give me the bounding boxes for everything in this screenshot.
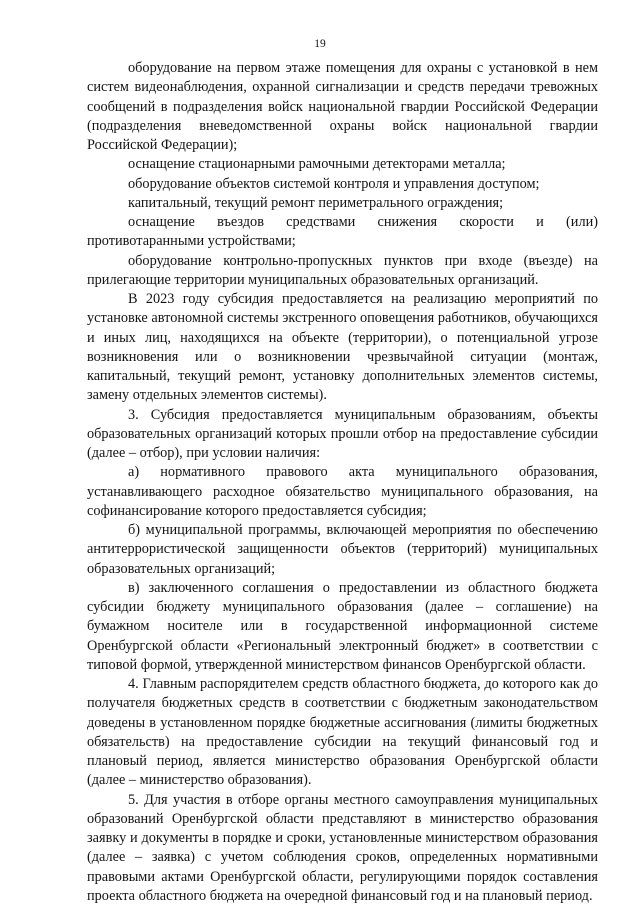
paragraph-clause-3b: б) муниципальной программы, включающей мероприятия по обеспечению антитеррористической защищенности объектов (территорий) муниципальных образовательных организаций; xyxy=(87,521,598,579)
paragraph-2023-subsidy: В 2023 году субсидия предоставляется на реализацию мероприятий по установке автономной системы экстренного оповещения работников, обучающихся и иных лиц, находящихся на объекте (территории), о потенциальной угрозе возникновения или о возникновении чрезвычайной ситуации (монтаж, капитальный, текущий ремонт, установку дополнительных элементов системы, замену отдельных элементов системы). xyxy=(87,290,598,406)
paragraph-clause-3: 3. Субсидия предоставляется муниципальным образованиям, объекты образовательных организаций которых прошли отбор на предоставление субсидии (далее – отбор), при условии наличия: xyxy=(87,406,598,464)
paragraph-metal-detectors: оснащение стационарными рамочными детекторами металла; xyxy=(87,155,598,174)
page-number: 19 xyxy=(0,37,640,51)
paragraph-clause-4: 4. Главным распорядителем средств областного бюджета, до которого как до получателя бюджетных средств в соответствии с бюджетным законодательством доведены в установленном порядке бюджетные ассигнования (лимиты бюджетных обязательств) на предоставление субсидии на текущий финансовый год и плановый период, является министерство образования Оренбургской области (далее – министерство образования). xyxy=(87,675,598,791)
paragraph-equipment-security: оборудование на первом этаже помещения для охраны с установкой в нем систем видеонаблюдения, охранной сигнализации и средств передачи тревожных сообщений в подразделения войск национальной гвардии Российской Федерации (подразделения вневедомственной охраны войск национальной гвардии Российской Федерации); xyxy=(87,59,598,155)
paragraph-access-control: оборудование объектов системой контроля и управления доступом; xyxy=(87,175,598,194)
paragraph-entry-devices: оснащение въездов средствами снижения скорости и (или) противотаранными устройствами; xyxy=(87,213,598,252)
paragraph-clause-5: 5. Для участия в отборе органы местного самоуправления муниципальных образований Оренбургской области представляют в министерство образования заявку и документы в порядке и сроки, установленные министерством образования (далее – заявка) с учетом соблюдения сроков, определенных нормативными правовыми актами Оренбургской области, регулирующими порядок составления проекта областного бюджета на очередной финансовый год и на плановый период. xyxy=(87,791,598,906)
paragraph-fence-repair: капитальный, текущий ремонт периметрального ограждения; xyxy=(87,194,598,213)
paragraph-clause-3c: в) заключенного соглашения о предоставлении из областного бюджета субсидии бюджету муниципального образования (далее – соглашение) на бумажном носителе или в государственной информационной системе Оренбургской области «Региональный электронный бюджет» в соответствии с типовой формой, утвержденной министерством финансов Оренбургской области. xyxy=(87,579,598,675)
document-body xyxy=(87,59,598,906)
paragraph-checkpoints: оборудование контрольно-пропускных пунктов при входе (въезде) на прилегающие территории муниципальных образовательных организаций. xyxy=(87,252,598,291)
paragraph-clause-3a: а) нормативного правового акта муниципального образования, устанавливающего расходное обязательство муниципального образования, на софинансирование которого предоставляется субсидия; xyxy=(87,463,598,521)
